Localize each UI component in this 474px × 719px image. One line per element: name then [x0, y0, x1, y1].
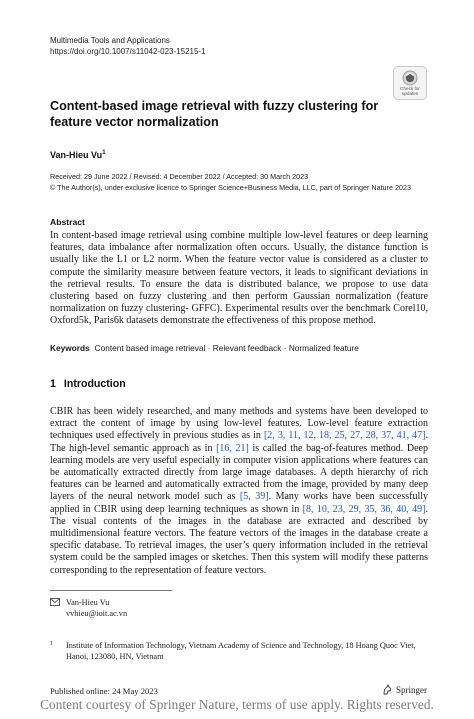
citation-link[interactable]: [8, 10, 23, 29, 35, 36, 40, 49]	[302, 503, 426, 515]
check-updates-icon	[402, 70, 418, 86]
check-for-updates-badge[interactable]	[393, 66, 427, 100]
copyright-line: © The Author(s), under exclusive licence to Springer Science+Business Media, LLC, part of Springer Nature 2023	[50, 182, 411, 192]
journal-name: Multimedia Tools and Applications	[50, 36, 170, 45]
abstract-text: In content-based image retrieval using combine multiple low-level features or deep learning features, data imbalance after normalization often occurs. Usually, the distance function is usually like the L1 or L2 norm. When the feature vector value is considered as a cluster to compute the similarity measure between feature vectors, it leads to significant deviations in the retrieval results. To ensure the data is distributed balance, we propose to use data clustering based on fuzzy clustering and then perform Gaussian normalization (feature normalization on fuzzy clustering- GFFC). Experimental results over the benchmark Corel10, Oxford5k, Paris6k datasets demonstrate the effectiveness of this propose method.	[50, 230, 428, 327]
publisher-name: Springer	[396, 684, 427, 695]
citation-link[interactable]: [5, 39]	[239, 491, 269, 503]
doi-link[interactable]: https://doi.org/10.1007/s11042-023-15215-1	[50, 47, 206, 56]
affiliation-text: Institute of Information Technology, Vietnam Academy of Science and Technology, 18 Hoang Quoc Viet, Hanoi, 123080, HN, Vietnam	[66, 641, 416, 661]
intro-text-3: is called the bag-of-features method. Deep learning models are very useful especially in computer vision applications where features can be automatically extracted directly from large image databases. A depth hierarchy of rich features can be learned and automatically extracted from the image, provided by many deep layers of the neural network model such as	[50, 442, 428, 503]
section-heading	[50, 378, 126, 390]
badge-label-line2: updates	[401, 91, 419, 96]
author-name: Van-Hieu Vu	[50, 150, 103, 160]
badge-label-line1: Check for	[400, 86, 420, 91]
correspondence-email[interactable]: vvhieu@ioit.ac.vn	[66, 608, 128, 618]
keywords-label: Keywords	[50, 343, 90, 353]
published-date: Published online: 24 May 2023	[50, 686, 158, 696]
intro-text-5: . The visual contents of the images in the database are extracted and described by multidimensional feature vectors. The feature vectors of the images in the database create a specific database. To retrieval images, the user’s query information included in the retrieval system could be the sampled images or sketches. Then this system will modify these patterns corresponding to the representation of feature vectors.	[50, 503, 428, 576]
author	[50, 150, 106, 161]
citation-link[interactable]: [16, 21]	[216, 442, 249, 454]
introduction-paragraph	[50, 406, 428, 577]
publisher-logo	[382, 684, 427, 695]
springer-horse-icon	[382, 684, 393, 695]
correspondence-name: Van-Hieu Vu	[66, 598, 110, 607]
received-dates: Received: 29 June 2022 / Revised: 4 December 2022 / Accepted: 30 March 2023	[50, 172, 309, 181]
journal-header	[50, 35, 206, 57]
envelope-icon	[50, 598, 60, 606]
section-title: Introduction	[63, 378, 126, 390]
courtesy-watermark: Content courtesy of Springer Nature, terms of use apply. Rights reserved.	[40, 697, 434, 712]
intro-text-1: CBIR has been widely researched, and many methods and systems have been developed to extract the content of image by using low-level features. Low-level feature extraction techniques used effectively in previous studies as in	[50, 406, 428, 442]
paper-title: Content-based image retrieval with fuzzy clustering for feature vector normalization	[50, 99, 379, 129]
section-number: 1	[50, 378, 56, 390]
author-affiliation-marker: 1	[102, 150, 106, 156]
abstract-heading: Abstract	[50, 217, 85, 227]
article-history	[50, 172, 440, 193]
keywords-list: Content based image retrieval · Relevant feedback · Normalized feature	[94, 343, 359, 353]
footnote-divider	[50, 590, 172, 591]
intro-text-2: . The high-level semantic approach as in	[50, 430, 429, 454]
affiliation-number: 1	[50, 641, 53, 647]
citation-link[interactable]: [2, 3, 11, 12, 18, 25, 27, 28, 37, 41, 47]	[263, 430, 426, 442]
intro-text-4: . Many works have been successfully applied in CBIR using deep learning techniques as shown in	[50, 491, 428, 515]
keywords	[50, 343, 440, 354]
